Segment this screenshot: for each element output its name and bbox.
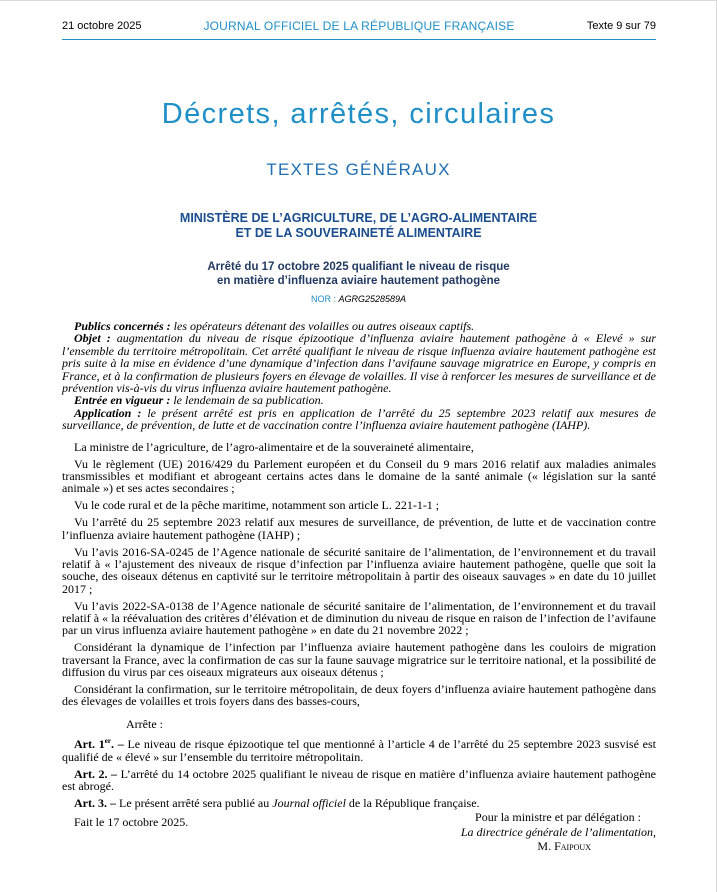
article-3-text-after: de la République française. <box>345 795 480 810</box>
article-2 <box>62 768 656 793</box>
article-2-label-end: – <box>107 766 118 781</box>
header-text-number: Texte 9 sur 79 <box>586 20 656 32</box>
nor-value: AGRG2528589A <box>338 294 407 304</box>
preamble-paragraph: Considérant la confirmation, sur le territoire métropolitain, de deux foyers d’influenza aviaire hautement pathogène dans des élevages de volailles et trois foyers dans des basses-cours, <box>62 682 656 709</box>
subsection-title: TEXTES GÉNÉRAUX <box>266 160 451 179</box>
act-title <box>0 260 717 288</box>
arrete-word: Arrête : <box>126 716 163 731</box>
header-date: 21 octobre 2025 <box>62 20 142 32</box>
document-body <box>62 320 656 829</box>
header-divider <box>62 39 656 40</box>
notice-application-text: le présent arrêté est pris en application de l’arrêté du 25 septembre 2023 relatif aux mesures de surveillance, de prévention, de lutte et de vaccination contre l’influenza aviaire hautement pathogène (IAHP). <box>62 405 656 433</box>
notice-publics-text: les opérateurs détenant des volailles ou autres oiseaux captifs. <box>170 319 475 333</box>
notice-application <box>62 407 656 432</box>
preamble-paragraph: Considérant la dynamique de l’infection par l’influenza aviaire hautement pathogène dans les couloirs de migration traversant la France, avec la confirmation de cas sur la faune sauvage migratrice sur le territoire national, et la possibilité de diffusion du virus par ces oiseaux migrateurs aux oiseaux détenus ; <box>62 640 656 680</box>
nor-label: NOR : <box>310 294 339 304</box>
nor-reference <box>0 293 717 305</box>
page-header <box>62 17 656 35</box>
article-2-text: L’arrêté du 14 octobre 2025 qualifiant le niveau de risque en matière d’influenza aviaire hautement pathogène est abrogé. <box>62 766 657 793</box>
preamble-paragraph: Vu le code rural et de la pêche maritime, notamment son article L. 221-1-1 ; <box>74 498 440 513</box>
signature-surname: Faipoux <box>554 839 591 853</box>
article-3-text-before: Le présent arrêté sera publié au <box>116 795 273 810</box>
notice-publics-label: Publics concernés : <box>74 319 171 333</box>
signature-initial: M. <box>537 839 555 853</box>
article-3-journal-officiel: Journal officiel <box>272 795 346 810</box>
signature-name <box>380 839 591 854</box>
article-3-label-end: – <box>107 795 116 810</box>
notice-objet-text: augmentation du niveau de risque épizootique d’influenza aviaire hautement pathogène à « Elevé » sur l’ensemble du territoire métropolitain. Cet arrêté qualifiant le niveau de risque influenza aviaire hautement pathogène est pris suite à la mise en évidence d’une dynamique d’infection dans l’avifaune sauvage migratrice en Europe, y compris en France, et à la confirmation de plusieurs foyers en élevage de volailles. Il vise à renforcer les mesures de surveillance et de prévention vis-à-vis du virus influenza aviaire hautement pathogène. <box>62 331 657 396</box>
article-1-label-end: . – <box>110 737 124 752</box>
notice-objet-label: Objet : <box>74 331 111 346</box>
article-1-sup: er <box>104 737 111 746</box>
article-1-label-text: Art. 1 <box>74 737 105 752</box>
preamble-paragraph: Vu l’avis 2016-SA-0245 de l’Agence nationale de sécurité sanitaire de l’alimentation, de l’environnement et du travail relatif à « l’ajustement des niveaux de risque d’infection par l’influenza aviaire hautement pathogène, quelle que soit la souche, des oiseaux détenus en captivité sur le territoire métropolitain à partir des oiseaux sauvages » en date du 10 juillet 2017 ; <box>62 544 656 596</box>
notice-application-label: Application : <box>74 405 142 420</box>
notice-objet <box>62 332 656 394</box>
article-2-label-text: Art. 2. <box>74 766 108 781</box>
article-1-text: Le niveau de risque épizootique tel que mentionné à l’article 4 de l’arrêté du 25 septembre 2023 susvisé est qualifié de « élevé » sur l’ensemble du territoire métropolitain. <box>62 737 656 764</box>
ministry-heading <box>0 211 717 241</box>
ministry-line-1: MINISTÈRE DE L’AGRICULTURE, DE L’AGRO-ALIMENTAIRE <box>179 211 538 225</box>
article-3-label <box>74 796 116 810</box>
article-1 <box>62 735 656 763</box>
notice-entree-text: le lendemain de sa publication. <box>170 393 324 408</box>
article-3 <box>62 797 656 809</box>
fait-date: Fait le 17 octobre 2025. <box>74 815 189 830</box>
article-3-label-text: Art. 3. <box>74 795 107 810</box>
preamble-paragraph: La ministre de l’agriculture, de l’agro-alimentaire et de la souveraineté alimentaire, <box>74 439 474 454</box>
act-title-line-1: Arrêté du 17 octobre 2025 qualifiant le niveau de risque <box>207 261 510 273</box>
ministry-line-2: ET DE LA SOUVERAINETÉ ALIMENTAIRE <box>235 226 482 240</box>
page-top-edge <box>0 0 717 1</box>
header-journal-title: JOURNAL OFFICIEL DE LA RÉPUBLIQUE FRANÇAISE <box>203 19 515 33</box>
preamble-paragraph: Vu l’avis 2022-SA-0138 de l’Agence nationale de sécurité sanitaire de l’alimentation, de l’environnement et du travail relatif à « la réévaluation des critères d’élévation et de diminution du niveau de risque en raison de l’infection de l’avifaune par un virus influenza aviaire hautement pathogène » en date du 21 novembre 2022 ; <box>62 598 656 638</box>
signature-role: La directrice générale de l’alimentation, <box>460 824 656 839</box>
preamble-paragraph: Vu le règlement (UE) 2016/429 du Parlement européen et du Conseil du 9 mars 2016 relatif aux maladies animales transmissibles et modifiant et abrogeant certains actes dans le domaine de la santé animale (« législation sur la santé animale ») et ses actes secondaires ; <box>62 456 656 496</box>
signature-block <box>380 810 656 854</box>
preamble-paragraph: Vu l’arrêté du 25 septembre 2023 relatif aux mesures de surveillance, de prévention, de lutte et de vaccination contre l’influenza aviaire hautement pathogène (IAHP) ; <box>62 515 656 542</box>
signature-delegation: Pour la ministre et par délégation : <box>475 810 641 824</box>
act-title-line-2: en matière d’influenza aviaire hautement pathogène <box>216 275 501 287</box>
notice-entree-label: Entrée en vigueur : <box>74 393 171 408</box>
section-title: Décrets, arrêtés, circulaires <box>161 98 556 130</box>
